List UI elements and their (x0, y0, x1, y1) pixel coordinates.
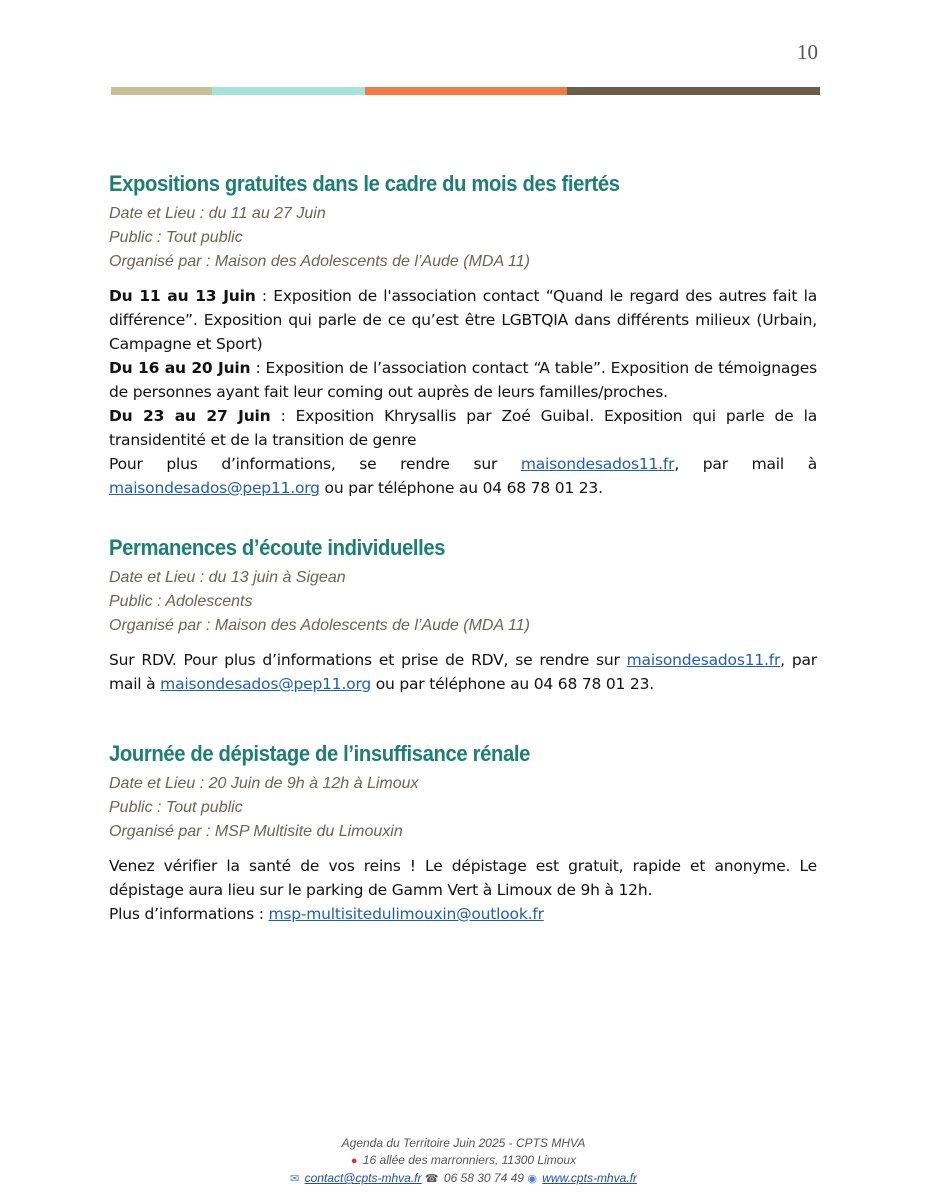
email-link[interactable]: maisondesados@pep11.org (160, 675, 371, 693)
pin-icon: ● (350, 1155, 358, 1167)
decorative-color-bar (111, 87, 820, 95)
event-description (109, 854, 817, 926)
section-title: Permanences d’écoute individuelles (109, 535, 446, 560)
email-icon: ✉ (290, 1173, 300, 1185)
event-public: Public : Tout public (109, 229, 243, 246)
exhibition-text: : Exposition de l’association contact “A table”. Exposition de témoignages de personnes ayant fait leur coming out auprès de leurs familles/proches. (109, 359, 817, 401)
color-bar-segment (212, 87, 365, 95)
event-text: Venez vérifier la santé de vos reins ! Le dépistage est gratuit, rapide et anonyme. Le dépistage aura lieu sur le parking de Gamm Vert à Limoux de 9h à 12h. (109, 857, 817, 899)
page-footer (0, 1135, 927, 1188)
color-bar-segment (111, 87, 212, 95)
globe-icon: ◉ (527, 1173, 537, 1185)
section-title: Expositions gratuites dans le cadre du mois des fiertés (109, 171, 620, 196)
event-public: Public : Adolescents (109, 593, 253, 610)
website-link[interactable]: maisondesados11.fr (520, 455, 675, 473)
website-link[interactable]: maisondesados11.fr (626, 651, 781, 669)
event-description (109, 648, 817, 696)
exhibition-dates: Du 16 au 20 Juin (109, 359, 251, 377)
event-date: Date et Lieu : 20 Juin de 9h à 12h à Limoux (109, 775, 419, 792)
exhibition-item (109, 404, 817, 452)
page-number: 10 (797, 40, 818, 64)
color-bar-segment (567, 87, 820, 95)
exhibition-dates: Du 23 au 27 Juin (109, 407, 271, 425)
footer-phone: 06 58 30 74 49 (443, 1171, 524, 1185)
event-date: Date et Lieu : du 13 juin à Sigean (109, 569, 346, 586)
event-description (109, 284, 817, 500)
exhibition-item (109, 284, 817, 356)
section-title: Journée de dépistage de l’insuffisance rénale (109, 741, 531, 766)
email-link[interactable]: msp-multisitedulimouxin@outlook.fr (268, 905, 544, 923)
contact-info: Pour plus d’informations, se rendre sur maisondesados11.fr, par mail à maisondesados@pep11.org ou par téléphone au 04 68 78 01 23. (109, 455, 817, 497)
event-section (109, 741, 817, 926)
event-public: Public : Tout public (109, 799, 243, 816)
color-bar-segment (365, 87, 567, 95)
exhibition-item (109, 356, 817, 404)
footer-address: ● 16 allée des marronniers, 11300 Limoux (350, 1153, 577, 1167)
footer-website-link[interactable]: www.cpts-mhva.fr (542, 1171, 637, 1185)
footer-contacts (0, 1170, 927, 1188)
event-organiser: Organisé par : Maison des Adolescents de l’Aude (MDA 11) (109, 253, 530, 270)
exhibition-text: : Exposition Khrysallis par Zoé Guibal. Exposition qui parle de la transidentité et de la transition de genre (109, 407, 817, 449)
event-organiser: Organisé par : Maison des Adolescents de l’Aude (MDA 11) (109, 617, 530, 634)
phone-icon: ☎ (424, 1173, 439, 1185)
event-date: Date et Lieu : du 11 au 27 Juin (109, 205, 326, 222)
exhibition-dates: Du 11 au 13 Juin (109, 287, 256, 305)
exhibition-text: : Exposition de l'association contact “Quand le regard des autres fait la différence”. Exposition qui parle de ce qu’est être LGBTQIA dans différents milieux (Urbain, Campagne et Sport) (109, 287, 817, 353)
event-organiser: Organisé par : MSP Multisite du Limouxin (109, 823, 403, 840)
footer-email-link[interactable]: contact@cpts-mhva.fr (304, 1171, 422, 1185)
event-section (109, 171, 817, 500)
email-link[interactable]: maisondesados@pep11.org (109, 479, 320, 497)
contact-info: Plus d’informations : msp-multisitedulimouxin@outlook.fr (109, 905, 544, 923)
event-section (109, 535, 817, 696)
contact-info: Sur RDV. Pour plus d’informations et prise de RDV, se rendre sur maisondesados11.fr, par mail à maisondesados@pep11.org ou par téléphone au 04 68 78 01 23. (109, 651, 817, 693)
footer-title: Agenda du Territoire Juin 2025 - CPTS MHVA (341, 1136, 586, 1150)
